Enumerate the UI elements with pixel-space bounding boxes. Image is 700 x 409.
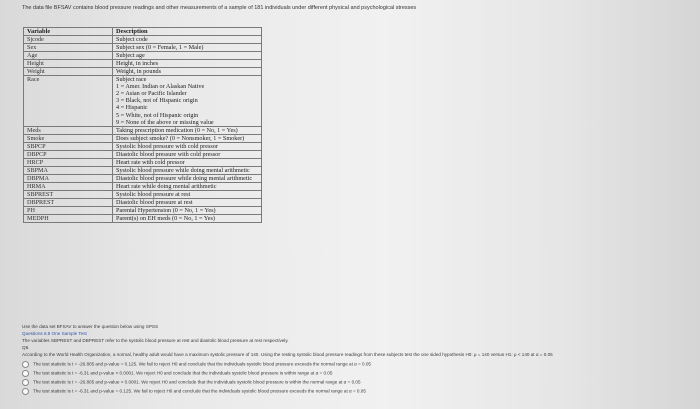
table-row [24, 174, 262, 182]
variable-name-cell: PH [24, 207, 113, 215]
description-line: 5 = White, not of Hispanic origin [116, 111, 199, 119]
answer-option[interactable] [22, 379, 632, 386]
description-cell [113, 158, 262, 166]
table-row [24, 68, 262, 76]
intro-text: The data file BFSAV contains blood pressure readings and other measurements of a sample of 181 individuals under different physical and psychological stresses [22, 5, 417, 11]
description-cell [113, 174, 262, 182]
answer-option-label: The test statistic is t = -6.31 and p-value = 0.125. We fail to reject H0 and conclude that the individuals systolic blood pressure exceeds the normal range at α = 0.05 [33, 388, 366, 394]
variables-table [23, 27, 262, 223]
description-line: Diastolic blood pressure at rest [116, 199, 193, 207]
variable-name-cell: SBPREST [24, 190, 113, 198]
radio-button[interactable] [22, 361, 29, 368]
table-row [24, 182, 262, 190]
description-cell [113, 199, 262, 207]
table-row [24, 207, 262, 215]
description-line: 9 = None of the above or missing value [116, 118, 214, 126]
description-line: Does subject smoke? (0 = Nonsmoker, 1 = Smoker) [116, 134, 245, 142]
description-line: Subject age [116, 52, 145, 60]
variable-name-cell: SBPCP [24, 142, 113, 150]
table-row [24, 199, 262, 207]
table-row [24, 36, 262, 44]
description-column-header: Description [113, 28, 262, 36]
variable-name-cell: DBPCP [24, 150, 113, 158]
variable-name-cell: Weight [24, 68, 113, 76]
instructions-text: Use the data set BFSAV to answer the question below using SPSS [22, 324, 159, 329]
table-row [24, 60, 262, 68]
answer-option[interactable] [22, 388, 632, 395]
description-line: Subject race [116, 76, 147, 84]
description-cell [113, 215, 262, 223]
variable-name-cell: Height [24, 60, 113, 68]
variable-column-header: Variable [24, 28, 113, 36]
description-cell [113, 190, 262, 198]
table-row [24, 76, 262, 126]
answer-option[interactable] [22, 361, 632, 368]
description-cell [113, 60, 262, 68]
variable-name-cell: HRMA [24, 182, 113, 190]
description-line: Systolic blood pressure at rest [116, 190, 191, 198]
table-row [24, 44, 262, 52]
answer-option-label: The test statistic is t = -26.805 and p-value = 0.125. We fail to reject H0 and conclude that the individuals systolic blood pressure exceeds the normal range at α = 0.05 [33, 361, 371, 367]
description-cell [113, 44, 262, 52]
answer-option-label: The test statistic is t = -6.31 and p-value < 0.0001. We reject H0 and conclude that the individuals systolic blood pressure is within range at α = 0.05 [33, 370, 333, 376]
variable-name-cell: Sex [24, 44, 113, 52]
variable-name-cell: Age [24, 52, 113, 60]
description-cell [113, 142, 262, 150]
description-cell [113, 52, 262, 60]
variable-name-cell: SBPMA [24, 166, 113, 174]
variable-name-cell: MEDPH [24, 215, 113, 223]
description-line: Systolic blood pressure with cold pressor [116, 142, 218, 150]
answer-option-label: The test statistic is t = -26.805 and p-value < 0.0001. We reject H0 and conclude that the individuals systolic blood pressure is within the normal range at α = 0.05 [33, 379, 361, 385]
table-row [24, 190, 262, 198]
description-line: Diastolic blood pressure while doing mental arithmetic [116, 174, 253, 182]
variable-name-cell: DBPMA [24, 174, 113, 182]
description-line: Taking prescription medication (0 = No, 1 = Yes) [116, 126, 238, 134]
radio-button[interactable] [22, 379, 29, 386]
description-line: Diastolic blood pressure with cold pressor [116, 150, 221, 158]
variable-name-cell: Sjcode [24, 36, 113, 44]
description-line: Systolic blood pressure while doing mental arithmetic [116, 166, 250, 174]
variable-name-cell: Smoke [24, 134, 113, 142]
description-cell [113, 134, 262, 142]
radio-button[interactable] [22, 388, 29, 395]
variable-name-cell: HRCP [24, 158, 113, 166]
variable-name-cell: Meds [24, 126, 113, 134]
table-row [24, 158, 262, 166]
description-line: Subject sex (0 = Female, 1 = Male) [116, 44, 204, 52]
answer-option[interactable] [22, 370, 632, 377]
description-line: Heart rate with cold pressor [116, 158, 185, 166]
description-line: Height, in inches [116, 60, 159, 68]
description-line: 3 = Black, not of Hispanic origin [116, 97, 198, 105]
radio-button[interactable] [22, 370, 29, 377]
question-label: Q8. [22, 345, 30, 350]
description-line: 2 = Asian or Pacific Islander [116, 90, 187, 98]
table-row [24, 134, 262, 142]
description-cell [113, 68, 262, 76]
table-row [24, 150, 262, 158]
description-line: Parental Hypertension (0 = No, 1 = Yes) [116, 207, 216, 215]
table-row [24, 166, 262, 174]
description-line: Heart rate while doing mental arithmetic [116, 182, 217, 190]
question-text: According to the World Health Organization, a normal, healthy adult would have a maximum systolic pressure of 140. Using the resting systolic blood pressure readings from these subjects test the one sided hypothesis H0: μ = 140 versus H1: μ < 140 at α = 0.05 [22, 352, 553, 357]
table-row [24, 126, 262, 134]
description-line: Weight, in pounds [116, 68, 162, 76]
table-header-row [24, 28, 262, 36]
description-cell [113, 166, 262, 174]
table-row [24, 142, 262, 150]
variable-name-cell: Race [24, 76, 113, 126]
description-line: 4 = Hispanic [116, 104, 148, 112]
variable-name-cell: DBPREST [24, 199, 113, 207]
description-cell [113, 36, 262, 44]
description-cell [113, 150, 262, 158]
table-row [24, 215, 262, 223]
description-cell [113, 182, 262, 190]
description-cell [113, 76, 262, 126]
section-link[interactable]: Questions 8.8 One Sample Test [22, 331, 87, 336]
description-line: Subject code [116, 36, 148, 44]
description-cell [113, 126, 262, 134]
variables-note: The variables SBPREST and DBPREST refer to the systolic blood pressure at rest and diastolic blood pressure at rest respectively. [22, 338, 289, 343]
description-line: 1 = Amer. Indian or Alaskan Native [116, 83, 205, 91]
table-row [24, 52, 262, 60]
description-cell [113, 207, 262, 215]
description-line: Parent(s) on EH meds (0 = No, 1 = Yes) [116, 215, 215, 223]
